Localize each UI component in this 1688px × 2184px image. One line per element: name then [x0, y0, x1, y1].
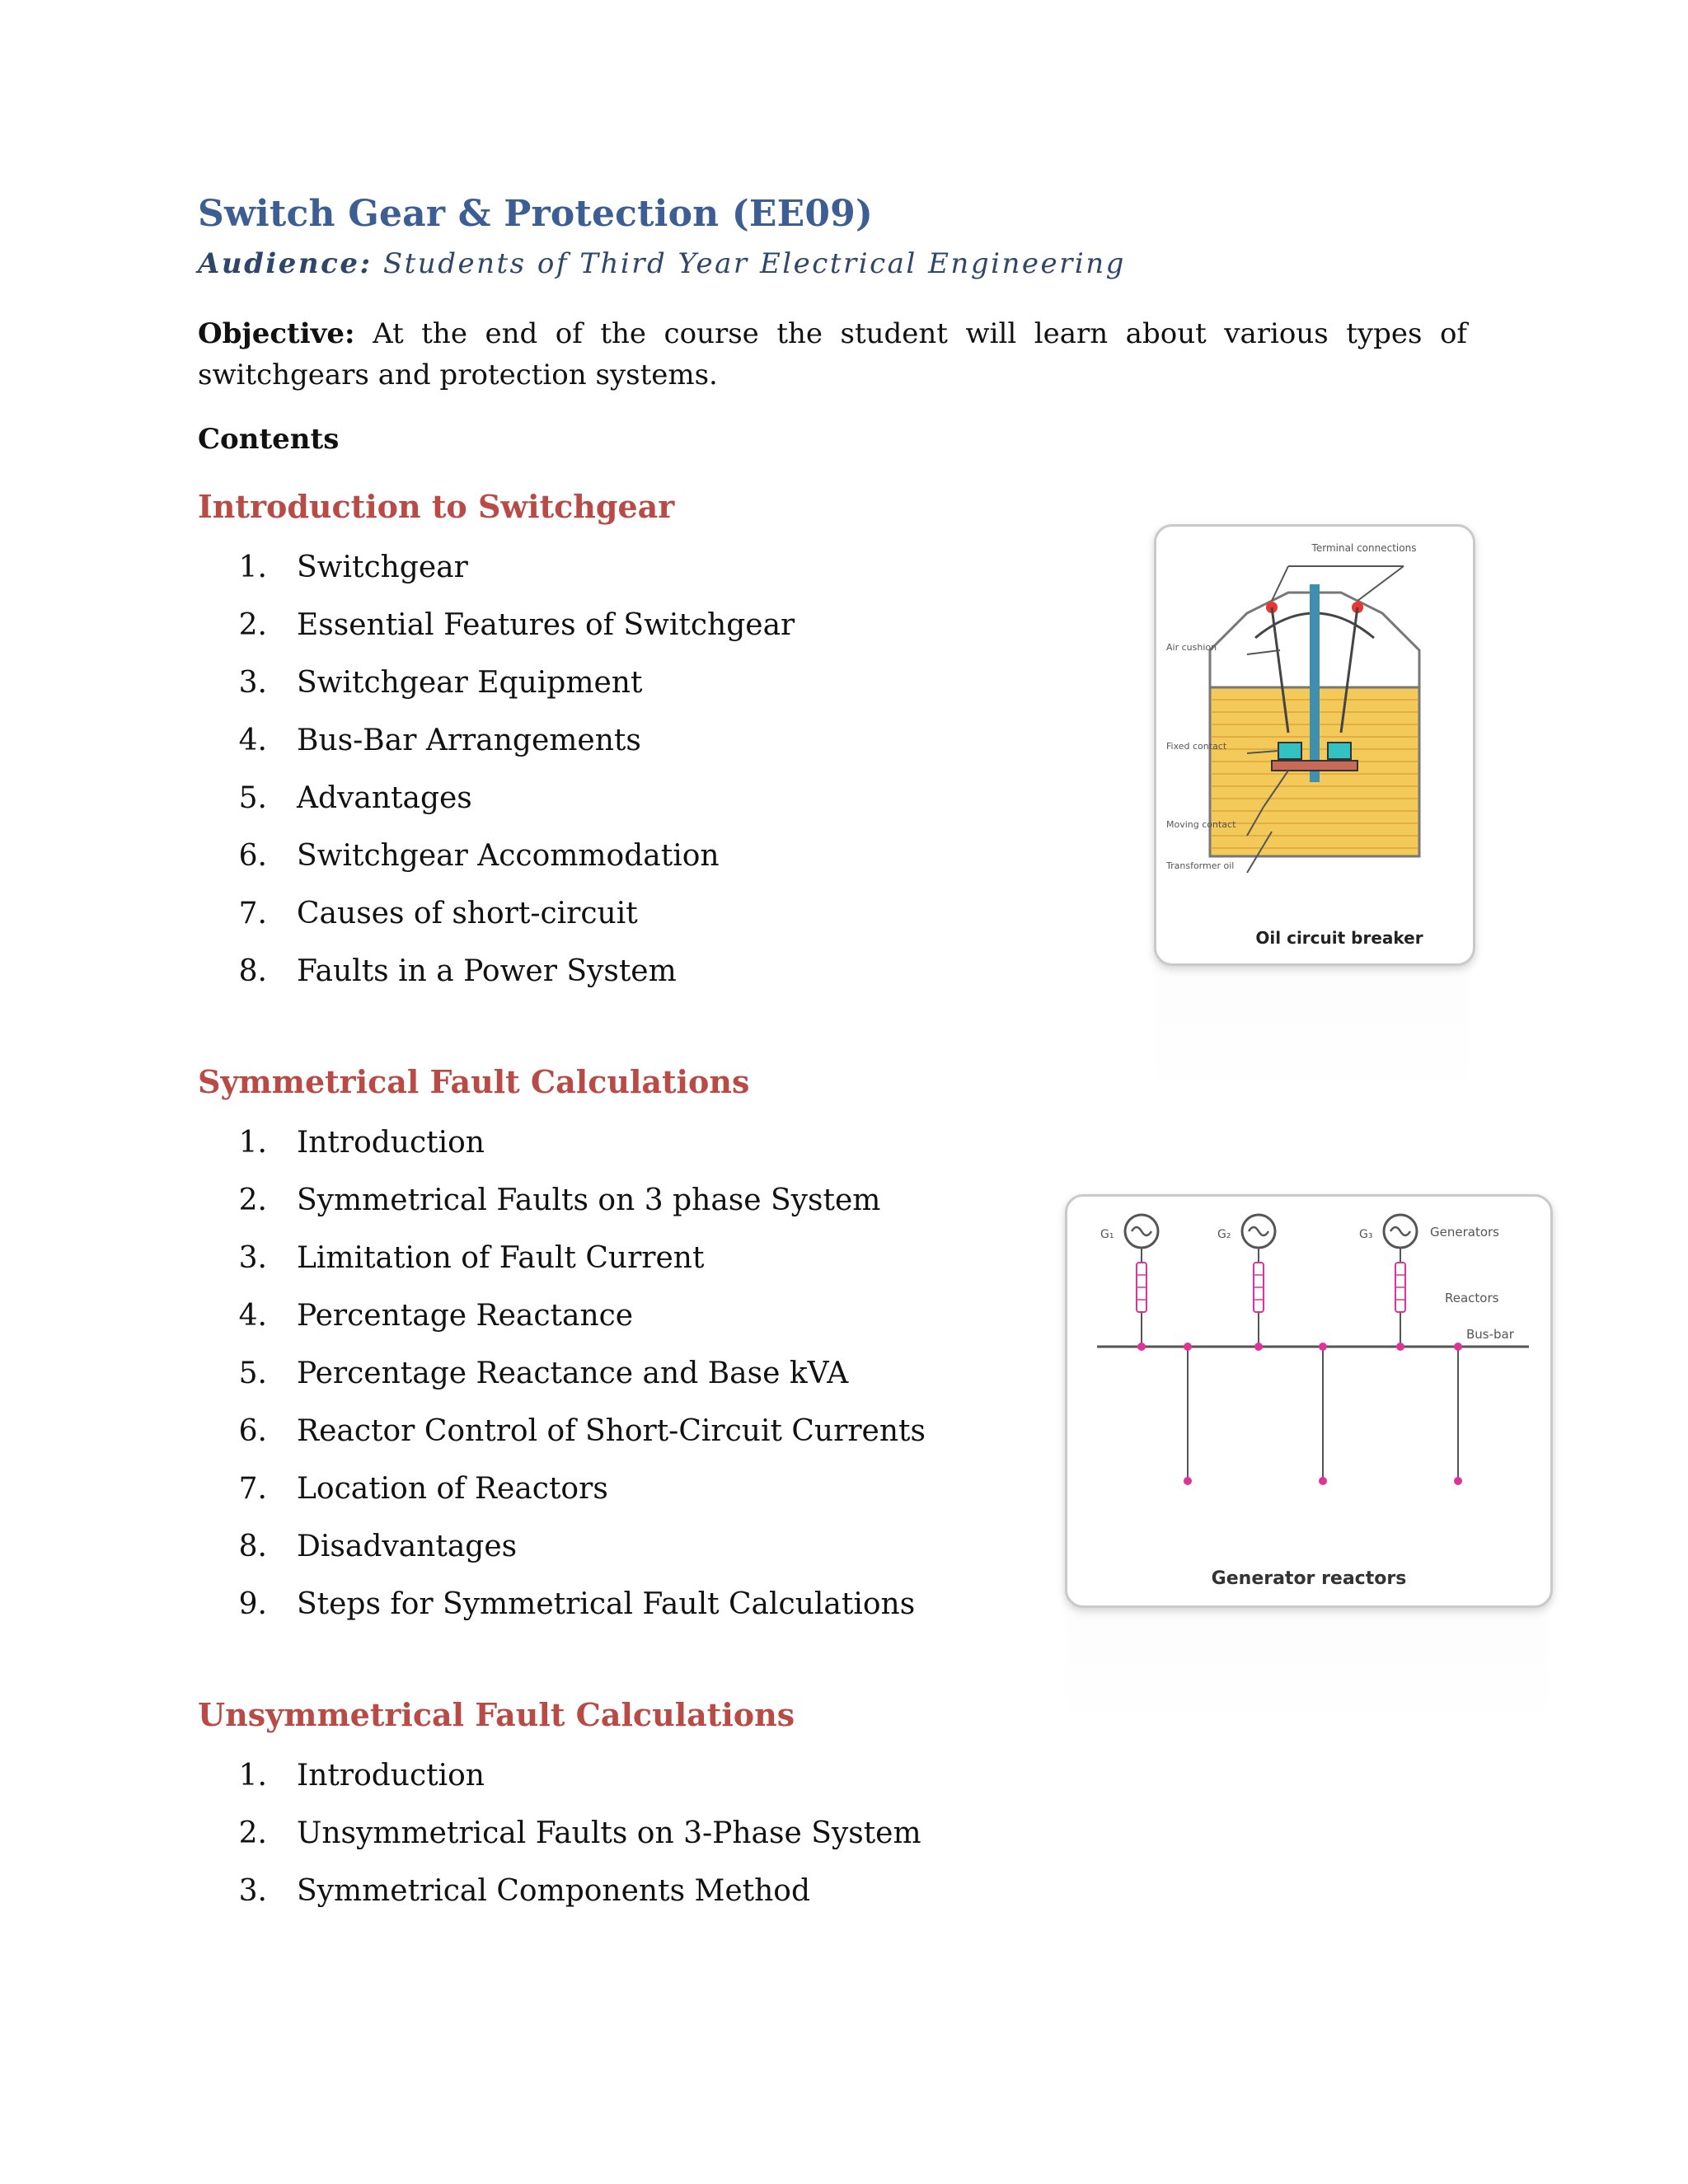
list-item: 3. Switchgear Equipment: [238, 666, 643, 700]
section-list-unsymmetrical: [198, 1747, 921, 1920]
figure-generator-reactors: [1065, 1194, 1553, 1608]
list-item: 7. Location of Reactors: [238, 1472, 608, 1506]
label-air-cushion: Air cushion: [1166, 642, 1217, 653]
list-item: 8. Disadvantages: [238, 1530, 518, 1563]
figure-reflection: [1065, 1609, 1548, 1716]
list-item: 3. Symmetrical Components Method: [238, 1874, 811, 1908]
fixed-contact-left: [1278, 743, 1301, 759]
list-item: 8. Faults in a Power System: [238, 954, 677, 988]
list-item: 5. Percentage Reactance and Base kVA: [238, 1357, 849, 1390]
oil-breaker-diagram: [1156, 527, 1473, 963]
figure-caption-oil-breaker: Oil circuit breaker: [1255, 928, 1423, 948]
list-item: 1. Switchgear: [238, 551, 468, 584]
gen-label-3: G₃: [1359, 1228, 1373, 1241]
audience-label: Audience:: [198, 247, 373, 280]
objective-text: At the end of the course the student will learn about various types of switchgears and protection systems.: [198, 317, 1467, 391]
list-item: 6. Reactor Control of Short-Circuit Currents: [238, 1414, 926, 1448]
audience-line: [198, 247, 1126, 280]
gen-label-2: G₂: [1217, 1228, 1231, 1241]
figure-oil-circuit-breaker: [1154, 524, 1475, 966]
fixed-contact-right: [1328, 743, 1351, 759]
contents-heading: Contents: [198, 423, 340, 456]
objective-paragraph: [198, 313, 1467, 396]
list-item: 4. Bus-Bar Arrangements: [238, 724, 641, 757]
objective-label: Objective:: [198, 317, 355, 350]
page-title: Switch Gear & Protection (EE09): [198, 193, 873, 235]
audience-text: Students of Third Year Electrical Engineering: [382, 247, 1126, 280]
section-list-intro: [198, 539, 795, 1001]
operating-rod: [1310, 584, 1320, 782]
list-item: 2. Symmetrical Faults on 3 phase System: [238, 1183, 881, 1217]
label-reactors: Reactors: [1445, 1291, 1499, 1305]
label-terminal-connections: Terminal connections: [1311, 542, 1417, 554]
label-generators: Generators: [1430, 1225, 1499, 1240]
section-list-symmetrical: [198, 1114, 926, 1633]
section-heading-intro: Introduction to Switchgear: [198, 488, 675, 525]
list-item: 1. Introduction: [238, 1759, 485, 1793]
list-item: 9. Steps for Symmetrical Fault Calculations: [238, 1587, 916, 1621]
list-item: 5. Advantages: [238, 781, 472, 815]
label-busbar: Bus-bar: [1466, 1327, 1514, 1342]
gen-label-1: G₁: [1100, 1228, 1114, 1241]
section-heading-unsymmetrical: Unsymmetrical Fault Calculations: [198, 1696, 795, 1733]
label-transformer-oil: Transformer oil: [1166, 860, 1235, 871]
list-item: 7. Causes of short-circuit: [238, 897, 638, 930]
list-item: 2. Essential Features of Switchgear: [238, 608, 795, 642]
section-heading-symmetrical: Symmetrical Fault Calculations: [198, 1063, 750, 1100]
figure-reflection: [1154, 966, 1470, 1081]
list-item: 2. Unsymmetrical Faults on 3-Phase System: [238, 1816, 921, 1850]
label-moving-contact: Moving contact: [1166, 819, 1236, 830]
label-fixed-contact: Fixed contact: [1166, 741, 1227, 752]
list-item: 6. Switchgear Accommodation: [238, 839, 720, 873]
figure-caption-generator-reactors: Generator reactors: [1211, 1568, 1407, 1589]
list-item: 1. Introduction: [238, 1126, 485, 1160]
generator-reactors-diagram: [1067, 1197, 1550, 1605]
list-item: 3. Limitation of Fault Current: [238, 1241, 705, 1275]
list-item: 4. Percentage Reactance: [238, 1299, 634, 1333]
moving-contact: [1272, 761, 1357, 771]
